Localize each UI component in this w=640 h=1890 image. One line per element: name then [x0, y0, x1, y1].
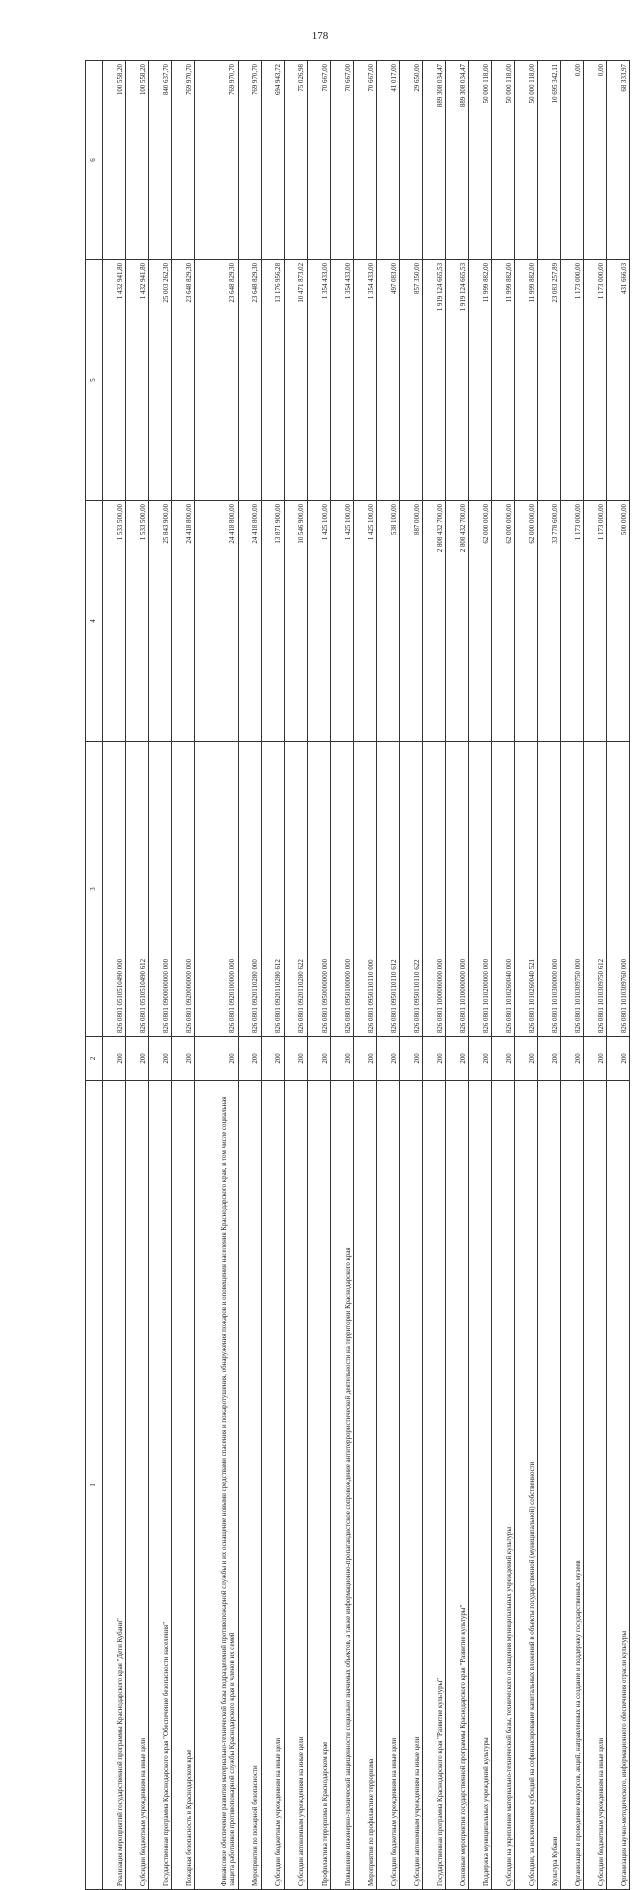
row-executed-amount-cell: 1 919 124 665,53 — [445, 259, 468, 500]
row-approved-amount-cell: 24 418 800,00 — [238, 500, 261, 741]
row-executed-amount-cell: 1 354 433,00 — [330, 259, 353, 500]
row-remaining-amount-cell: 70 667,00 — [353, 61, 376, 260]
row-remaining-amount-cell: 840 637,70 — [149, 61, 172, 260]
table-row — [126, 61, 149, 1890]
header-cell-5: 5 — [86, 259, 103, 500]
row-approved-amount-cell: 62 000 000,00 — [514, 500, 537, 741]
row-name-cell: Субсидии автономным учреждениям на иные цели — [284, 1080, 307, 1889]
row-code-cell: 200 — [491, 1037, 514, 1081]
table-row — [491, 61, 514, 1890]
row-executed-amount-cell: 10 471 873,02 — [284, 259, 307, 500]
row-remaining-amount-cell: 0,00 — [560, 61, 583, 260]
row-approved-amount-cell: 1 425 100,00 — [353, 500, 376, 741]
row-code-cell: 200 — [560, 1037, 583, 1081]
row-remaining-amount-cell: 29 650,00 — [399, 61, 422, 260]
table-row — [284, 61, 307, 1890]
row-code-cell: 200 — [172, 1037, 195, 1081]
row-classification-cell: 826 0801 1010309760 000 — [606, 742, 629, 1037]
row-executed-amount-cell: 11 999 882,00 — [491, 259, 514, 500]
row-approved-amount-cell: 10 546 900,00 — [284, 500, 307, 741]
row-approved-amount-cell: 1 533 500,00 — [126, 500, 149, 741]
table-row — [149, 61, 172, 1890]
row-approved-amount-cell: 62 000 000,00 — [491, 500, 514, 741]
row-name-cell: Финансовое обеспечение развития материально-технической базы подразделений противопожарной службы и их оснащение новыми средствами спасения и пожаротушения, обнаружения пожаров и оповещения населения Краснодарского края, в том числе социальная защита работников противопожарной службы Краснодарского края и членов их семей — [195, 1080, 239, 1889]
row-code-cell: 200 — [376, 1037, 399, 1081]
row-name-cell: Субсидии бюджетным учреждениям на иные цели — [376, 1080, 399, 1889]
row-code-cell: 200 — [422, 1037, 445, 1081]
row-executed-amount-cell: 1 354 433,00 — [353, 259, 376, 500]
header-cell-2: 2 — [86, 1037, 103, 1081]
table-header-row — [86, 61, 103, 1890]
row-executed-amount-cell: 13 176 956,28 — [261, 259, 284, 500]
row-executed-amount-cell: 1 432 941,80 — [103, 259, 126, 500]
row-remaining-amount-cell: 70 667,00 — [307, 61, 330, 260]
row-name-cell: Субсидии бюджетным учреждениям на иные цели — [583, 1080, 606, 1889]
row-remaining-amount-cell: 75 026,98 — [284, 61, 307, 260]
row-executed-amount-cell: 431 666,03 — [606, 259, 629, 500]
row-code-cell: 200 — [307, 1037, 330, 1081]
table-row — [583, 61, 606, 1890]
row-approved-amount-cell: 1 533 500,00 — [103, 500, 126, 741]
row-classification-cell: 826 0801 0900000000 000 — [149, 742, 172, 1037]
row-approved-amount-cell: 500 000,00 — [606, 500, 629, 741]
row-executed-amount-cell: 1 173 000,00 — [560, 259, 583, 500]
row-executed-amount-cell: 1 354 433,00 — [307, 259, 330, 500]
row-name-cell: Субсидии бюджетным учреждениям на иные цели — [261, 1080, 284, 1889]
row-executed-amount-cell: 1 919 124 665,53 — [422, 259, 445, 500]
row-approved-amount-cell: 1 425 100,00 — [330, 500, 353, 741]
row-executed-amount-cell: 497 083,00 — [376, 259, 399, 500]
row-code-cell: 200 — [103, 1037, 126, 1081]
table-row — [195, 61, 239, 1890]
row-classification-cell: 826 0801 1010200000 000 — [468, 742, 491, 1037]
row-remaining-amount-cell: 100 558,20 — [103, 61, 126, 260]
header-cell-3: 3 — [86, 742, 103, 1037]
row-approved-amount-cell: 1 425 100,00 — [307, 500, 330, 741]
row-classification-cell: 826 0801 1010300000 000 — [537, 742, 560, 1037]
table-row — [560, 61, 583, 1890]
row-executed-amount-cell: 23 648 829,30 — [195, 259, 239, 500]
row-executed-amount-cell: 11 999 882,00 — [514, 259, 537, 500]
table-row — [422, 61, 445, 1890]
row-name-cell: Реализация мероприятий государственной программы Краснодарского края "Дети Кубани" — [103, 1080, 126, 1889]
row-executed-amount-cell: 1 432 941,80 — [126, 259, 149, 500]
row-remaining-amount-cell: 41 017,00 — [376, 61, 399, 260]
rotated-table-container — [85, 60, 630, 1890]
row-approved-amount-cell: 25 843 900,00 — [149, 500, 172, 741]
row-name-cell: Культура Кубани — [537, 1080, 560, 1889]
table-row — [261, 61, 284, 1890]
row-classification-cell: 826 0801 1010260040 000 — [491, 742, 514, 1037]
row-name-cell: Поддержка муниципальных учреждений культуры — [468, 1080, 491, 1889]
row-name-cell: Субсидии, за исключением субсидий на софинансирование капитальных вложений в объекты государственной (муниципальной) собственности — [514, 1080, 537, 1889]
row-classification-cell: 826 0801 0950100000 000 — [330, 742, 353, 1037]
row-approved-amount-cell: 13 871 900,00 — [261, 500, 284, 741]
row-executed-amount-cell: 11 999 882,00 — [468, 259, 491, 500]
row-classification-cell: 826 0801 1010000000 000 — [445, 742, 468, 1037]
row-code-cell: 200 — [399, 1037, 422, 1081]
row-code-cell: 200 — [537, 1037, 560, 1081]
row-code-cell: 200 — [149, 1037, 172, 1081]
row-name-cell: Субсидии бюджетным учреждениям на иные цели — [126, 1080, 149, 1889]
row-classification-cell: 826 0801 0950110110 000 — [353, 742, 376, 1037]
row-name-cell: Мероприятия по профилактике терроризма — [353, 1080, 376, 1889]
row-classification-cell: 826 0801 0950000000 000 — [307, 742, 330, 1037]
row-remaining-amount-cell: 769 970,70 — [172, 61, 195, 260]
row-remaining-amount-cell: 10 695 342,11 — [537, 61, 560, 260]
row-name-cell: Государственная программа Краснодарского края "Развитие культуры" — [422, 1080, 445, 1889]
row-approved-amount-cell: 2 808 432 700,00 — [422, 500, 445, 741]
header-cell-1: 1 — [86, 1080, 103, 1889]
table-row — [353, 61, 376, 1890]
row-approved-amount-cell: 33 778 600,00 — [537, 500, 560, 741]
row-name-cell: Субсидии на укрепление материально-технической базы, технического оснащения муниципальных учреждений культуры — [491, 1080, 514, 1889]
row-remaining-amount-cell: 50 000 118,00 — [491, 61, 514, 260]
row-classification-cell: 826 0801 1010309750 612 — [583, 742, 606, 1037]
row-remaining-amount-cell: 694 943,72 — [261, 61, 284, 260]
row-executed-amount-cell: 23 648 829,30 — [238, 259, 261, 500]
row-name-cell: Пожарная безопасность в Краснодарском крае — [172, 1080, 195, 1889]
row-name-cell: Профилактика терроризма в Краснодарском крае — [307, 1080, 330, 1889]
row-remaining-amount-cell: 50 000 118,00 — [514, 61, 537, 260]
row-code-cell: 200 — [195, 1037, 239, 1081]
row-code-cell: 200 — [514, 1037, 537, 1081]
row-approved-amount-cell: 538 100,00 — [376, 500, 399, 741]
row-executed-amount-cell: 857 350,00 — [399, 259, 422, 500]
table-row — [172, 61, 195, 1890]
table-row — [103, 61, 126, 1890]
row-code-cell: 200 — [126, 1037, 149, 1081]
table-row — [376, 61, 399, 1890]
table-row — [537, 61, 560, 1890]
row-classification-cell: 826 0801 0510510490 000 — [103, 742, 126, 1037]
row-classification-cell: 826 0801 1010260040 521 — [514, 742, 537, 1037]
row-code-cell: 200 — [330, 1037, 353, 1081]
table-body — [86, 61, 630, 1890]
row-name-cell: Повышение инженерно-технической защищенности социально значимых объектов, а также информационно-пропагандистское сопровождение антитеррористической деятельности на территории Краснодарского края — [330, 1080, 353, 1889]
row-remaining-amount-cell: 50 000 118,00 — [468, 61, 491, 260]
header-cell-4: 4 — [86, 500, 103, 741]
row-approved-amount-cell: 62 000 000,00 — [468, 500, 491, 741]
table-row — [468, 61, 491, 1890]
table-row — [399, 61, 422, 1890]
table-row — [445, 61, 468, 1890]
row-name-cell: Мероприятия по пожарной безопасности — [238, 1080, 261, 1889]
header-cell-6: 6 — [86, 61, 103, 260]
row-code-cell: 200 — [606, 1037, 629, 1081]
row-executed-amount-cell: 23 083 257,89 — [537, 259, 560, 500]
row-executed-amount-cell: 25 003 262,30 — [149, 259, 172, 500]
row-classification-cell: 826 0801 0950110110 612 — [376, 742, 399, 1037]
row-remaining-amount-cell: 769 970,70 — [195, 61, 239, 260]
row-classification-cell: 826 0801 0510510490 612 — [126, 742, 149, 1037]
row-remaining-amount-cell: 68 333,97 — [606, 61, 629, 260]
table-row — [238, 61, 261, 1890]
row-remaining-amount-cell: 70 667,00 — [330, 61, 353, 260]
row-executed-amount-cell: 23 648 829,30 — [172, 259, 195, 500]
row-approved-amount-cell: 24 418 800,00 — [172, 500, 195, 741]
row-code-cell: 200 — [284, 1037, 307, 1081]
budget-execution-table — [85, 60, 630, 1890]
row-name-cell: Субсидии автономным учреждениям на иные цели — [399, 1080, 422, 1889]
row-classification-cell: 826 0801 0920100000 000 — [195, 742, 239, 1037]
row-approved-amount-cell: 24 418 800,00 — [195, 500, 239, 741]
row-classification-cell: 826 0801 1000000000 000 — [422, 742, 445, 1037]
table-row — [330, 61, 353, 1890]
row-name-cell: Государственная программа Краснодарского края "Обеспечение безопасности населения" — [149, 1080, 172, 1889]
row-code-cell: 200 — [445, 1037, 468, 1081]
row-code-cell: 200 — [261, 1037, 284, 1081]
table-row — [606, 61, 629, 1890]
row-code-cell: 200 — [468, 1037, 491, 1081]
row-classification-cell: 826 0801 0920000000 000 — [172, 742, 195, 1037]
table-row — [514, 61, 537, 1890]
table-row — [307, 61, 330, 1890]
row-name-cell: Основные мероприятия государственной программы Краснодарского края "Развитие культуры" — [445, 1080, 468, 1889]
row-name-cell: Организация научно-методического, информационного обеспечения отрасли культуры — [606, 1080, 629, 1889]
page-number: 178 — [311, 30, 329, 42]
row-name-cell: Организация и проведение конкурсов, акций, направленных на создание и поддержку государственных музеев — [560, 1080, 583, 1889]
row-code-cell: 200 — [583, 1037, 606, 1081]
row-code-cell: 200 — [353, 1037, 376, 1081]
row-remaining-amount-cell: 889 308 034,47 — [422, 61, 445, 260]
row-approved-amount-cell: 2 808 432 700,00 — [445, 500, 468, 741]
row-classification-cell: 826 0801 0920110280 622 — [284, 742, 307, 1037]
row-classification-cell: 826 0801 0920110280 612 — [261, 742, 284, 1037]
row-approved-amount-cell: 1 173 000,00 — [560, 500, 583, 741]
row-remaining-amount-cell: 100 558,20 — [126, 61, 149, 260]
row-remaining-amount-cell: 889 308 034,47 — [445, 61, 468, 260]
row-executed-amount-cell: 1 173 000,00 — [583, 259, 606, 500]
row-code-cell: 200 — [238, 1037, 261, 1081]
row-approved-amount-cell: 887 000,00 — [399, 500, 422, 741]
row-remaining-amount-cell: 0,00 — [583, 61, 606, 260]
row-remaining-amount-cell: 769 970,70 — [238, 61, 261, 260]
row-classification-cell: 826 0801 0920110280 000 — [238, 742, 261, 1037]
row-classification-cell: 826 0801 1010309750 000 — [560, 742, 583, 1037]
row-approved-amount-cell: 1 173 000,00 — [583, 500, 606, 741]
row-classification-cell: 826 0801 0950110110 622 — [399, 742, 422, 1037]
